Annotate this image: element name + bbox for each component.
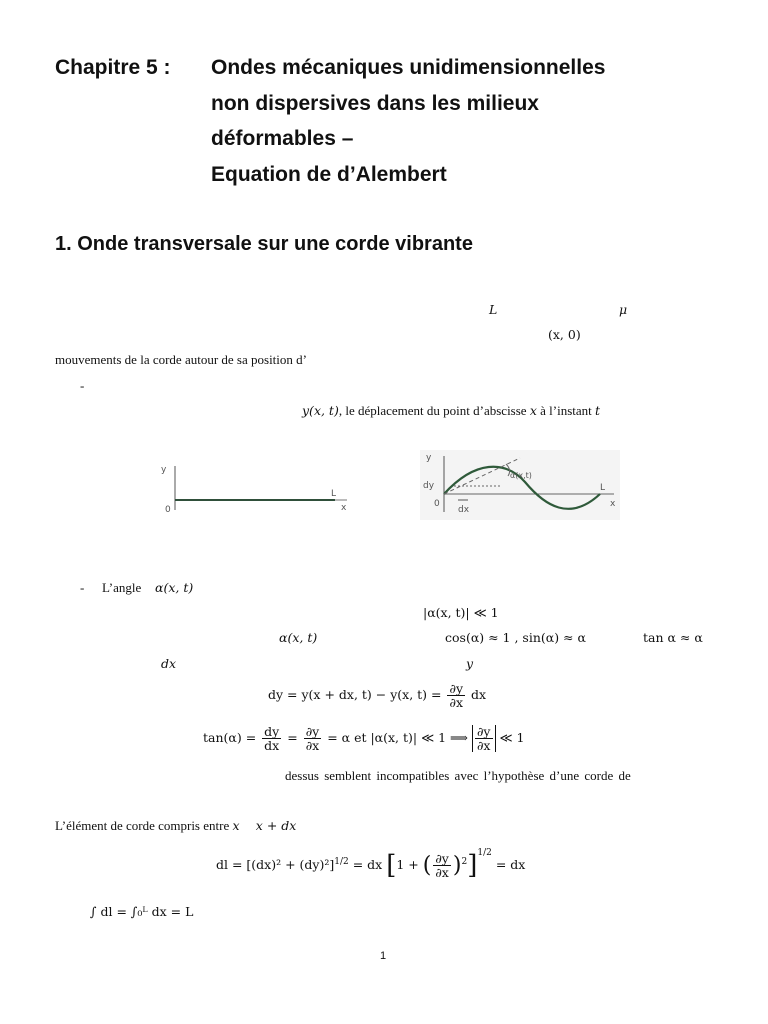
eq2-equals: = [287,730,298,746]
eq3-one: 1 + [396,857,419,872]
eq1-partial-fraction [447,682,465,709]
left-fig-y-label: y [161,465,167,475]
eq3-denominator: ∂x [435,865,449,880]
eq2-num-2: ∂y [305,724,320,739]
right-fig-L-label: L [600,483,606,493]
text-deplacement: , le déplacement du point d’abscisse [338,403,527,418]
eq3-left-paren: ( [422,853,432,878]
tan-approximation: tan α ≈ α [643,630,703,645]
symbol-mu: μ [619,302,628,317]
chapter-title-line2: non dispersives dans les milieux [211,92,539,115]
eq3-exponent-2: 1/2 [477,848,492,858]
eq2-fraction-3 [475,725,493,752]
eq3-square: 2 [461,856,468,867]
symbol-dx: dx [161,656,177,671]
section-title: 1. Onde transversale sur une corde vibrante [55,233,473,255]
symbol-x-2: x [232,818,240,833]
right-fig-x-label: x [610,499,616,509]
left-fig-L-label: L [331,489,337,499]
symbol-L: L [489,302,498,317]
right-fig-alpha-label: α(x,t) [510,471,532,480]
eq2-mid: = α et |α(x, t)| ≪ 1 ⟹ [327,730,468,746]
right-fig-dy-label: dy [423,481,435,491]
eq3-end: = dx [495,857,526,872]
eq3-right-bracket: ] [467,850,478,881]
chapter-title-line3: déformables – [211,127,354,150]
eq1-denominator: ∂x [449,695,463,711]
eq3-mid: = dx [352,857,383,872]
text-langle: L’angle [102,580,142,595]
eq2-den-2: ∂x [305,738,320,754]
small-angle-condition: |α(x, t)| ≪ 1 [423,605,499,620]
small-angle-approximations: cos(α) ≈ 1 , sin(α) ≈ α [445,630,586,645]
right-fig-y-label: y [426,453,432,463]
eq1-lhs: dy = y(x + dx, t) − y(x, t) = [268,687,442,703]
eq3-right-paren: ) [452,853,462,878]
right-fig-zero: 0 [434,499,440,509]
equation-integral: ∫ dl = ∫₀ᴸ dx = L [90,904,194,919]
eq2-tan: tan(α) = [203,730,257,746]
right-fig-dx-label: dx [458,505,470,515]
eq2-fraction-2 [304,725,322,752]
eq2-end: ≪ 1 [499,730,525,746]
left-fig-x-label: x [341,503,347,513]
eq2-abs-bars [472,725,496,752]
symbol-alpha-xt: α(x, t) [155,580,194,595]
chapter-title-line1: Ondes mécaniques unidimensionnelles [211,56,606,79]
page-number: 1 [380,950,387,962]
symbol-y: y [466,656,474,671]
equation-dl [216,848,525,881]
eq2-fraction-1 [262,725,281,752]
figure-string-deformed [420,450,620,520]
eq2-den-1: dx [264,738,280,754]
equation-dy [268,682,486,709]
eq1-numerator: ∂y [449,681,464,696]
symbol-t: t [595,403,601,418]
eq3-left-bracket: [ [386,850,397,881]
list-dash-1: - [80,378,85,393]
chapter-title-line4: Equation de d’Alembert [211,163,447,186]
text-dessus: dessus semblent incompatibles avec l’hypothèse d’une corde de [285,768,631,783]
symbol-yxt: y(x, t) [302,403,339,418]
eq2-num-1: dy [264,724,280,739]
symbol-alpha-xt-2: α(x, t) [279,630,318,645]
text-a-linstant: à l’instant [540,403,592,418]
text-mouvements: mouvements de la corde autour de sa position d’ [55,352,307,367]
eq3-exponent: 1/2 [334,856,349,867]
eq3-lhs: dl = [(dx)² + (dy)²] [216,857,335,872]
eq1-end: dx [471,687,487,703]
point-coordinates: (x, 0) [548,327,581,342]
chapter-label: Chapitre 5 : [55,56,171,79]
list-dash-2: - [80,580,85,595]
eq3-numerator: ∂y [435,850,449,866]
right-fig-background [420,450,620,520]
symbol-x-plus-dx: x + dx [255,818,297,833]
displacement-line [302,403,600,419]
eq2-num-3: ∂y [476,724,491,739]
eq2-den-3: ∂x [476,738,491,754]
figure-string-rest [155,458,355,518]
symbol-x: x [529,403,537,418]
equation-tan [203,725,525,752]
left-fig-zero: 0 [165,505,171,515]
text-element: L’élément de corde compris entre [55,818,230,833]
element-line [55,818,296,834]
eq3-fraction [433,852,451,879]
